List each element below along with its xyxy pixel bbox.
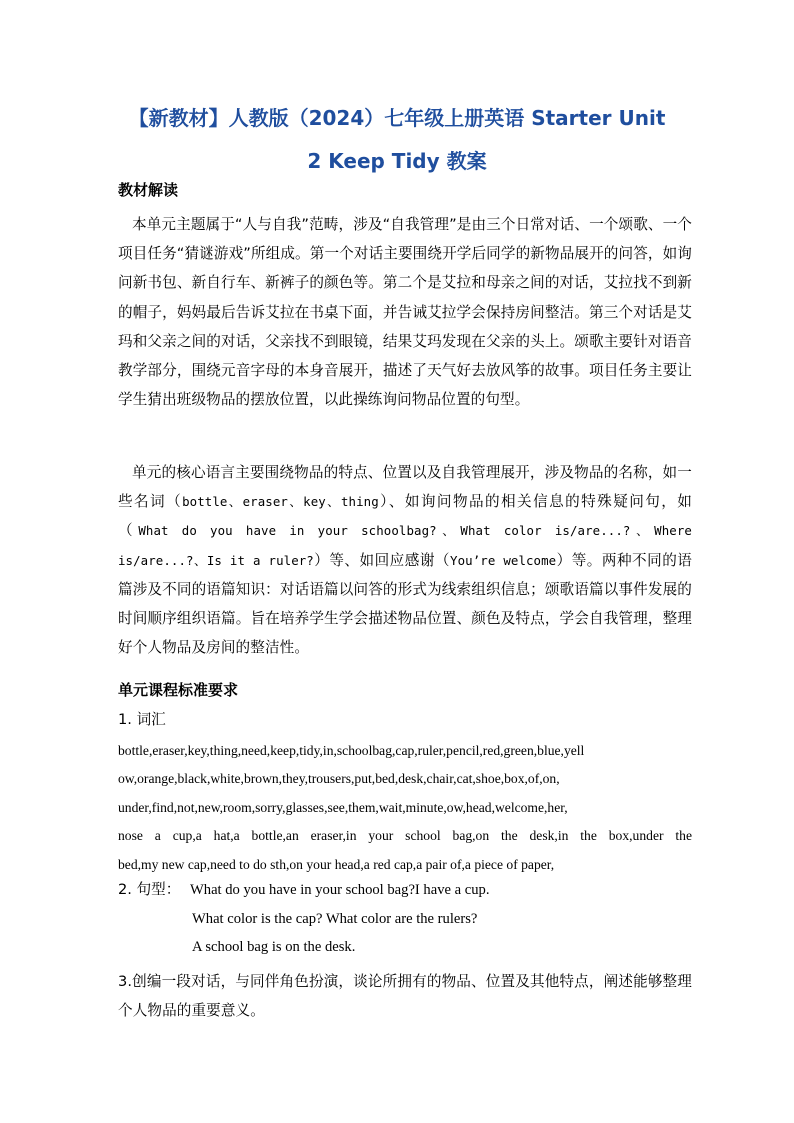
para2-welcome: You’re welcome [450,552,557,568]
sentence-pattern: A school bag is on the desk. [192,939,356,955]
vocab-line: bed,my new cap,need to do sth,on your head,a red cap,a pair of,a piece of paper, [118,856,555,872]
vocab-line: nose a cup,a hat,a bottle,an eraser,in your school bag,on the desk,in the box,under the [118,828,692,844]
section-heading-reading: 教材解读 [118,181,179,199]
para2-text-e: ）等、如回应感谢（ [313,551,451,569]
para2-text-g: ）等。两种不同的语篇涉及不同的语篇知识：对话语篇以问答的形式为线索组织信息；颂歌语篇以事件发展的时间顺序组织语篇。旨在培养学生学会描述物品位置、颜色及特点，学会自我管理，整理好个人物品及房间的整洁性。 [118,551,692,657]
para2-text-c: ）、如询问物品的相关信息的特殊疑问句，如（ [118,493,693,540]
item-2-sentence-label: 2. 句型： [118,881,181,898]
item-1-vocabulary-label: 1. 词汇 [118,711,166,728]
sentence-pattern: What do you have in your school bag?I have a cup. [190,882,490,898]
vocab-line: bottle,eraser,key,thing,need,keep,tidy,in,schoolbag,cap,ruler,pencil,red,green,blue,yell [118,743,585,758]
section-heading-standards: 单元课程标准要求 [118,681,239,699]
document-title-line1: 【新教材】人教版（2024）七年级上册英语 Starter Unit [128,106,666,130]
vocabulary-list [118,737,692,879]
vocab-line: ow,orange,black,white,brown,they,trousers,put,bed,desk,chair,cat,shoe,box,of,on, [118,771,560,787]
paragraph-core-language [118,458,692,662]
para2-questions: What do you have in your schoolbag?、What color is/are...?、Where is/are...?、Is it a ruler? [118,523,692,568]
para2-nouns: bottle、eraser、key、thing [182,494,379,510]
paragraph-theme: 本单元主题属于“人与自我”范畴，涉及“自我管理”是由三个日常对话、一个颂歌、一个项目任务“猜谜游戏”所组成。第一个对话主要围绕开学后同学的新物品展开的问答，如询问新书包、新自行车、新裤子的颜色等。第二个是艾拉和母亲之间的对话，艾拉找不到新的帽子，妈妈最后告诉艾拉在书桌下面，并告诫艾拉学会保持房间整洁。第三个对话是艾玛和父亲之间的对话，父亲找不到眼镜，结果艾玛发现在父亲的头上。颂歌主要针对语音教学部分，围绕元音字母的本身音展开，描述了天气好去放风筝的故事。项目任务主要让学生猜出班级物品的摆放位置，以此操练询问物品位置的句型。 [118,216,692,409]
document-title-line2: 2 Keep Tidy 教案 [307,149,487,173]
para2-text-a: 单元的核心语言主要围绕物品的特点、位置以及自我管理展开，涉及物品的名称，如一些名词（ [118,464,692,511]
item-3-dialogue-task: 3.创编一段对话，与同伴角色扮演，谈论所拥有的物品、位置及其他特点，阐述能够整理个人物品的重要意义。 [118,973,692,1020]
vocab-line: under,find,not,new,room,sorry,glasses,see,them,wait,minute,ow,head,welcome,her, [118,799,568,815]
sentence-pattern: What color is the cap? What color are the rulers? [192,911,478,927]
